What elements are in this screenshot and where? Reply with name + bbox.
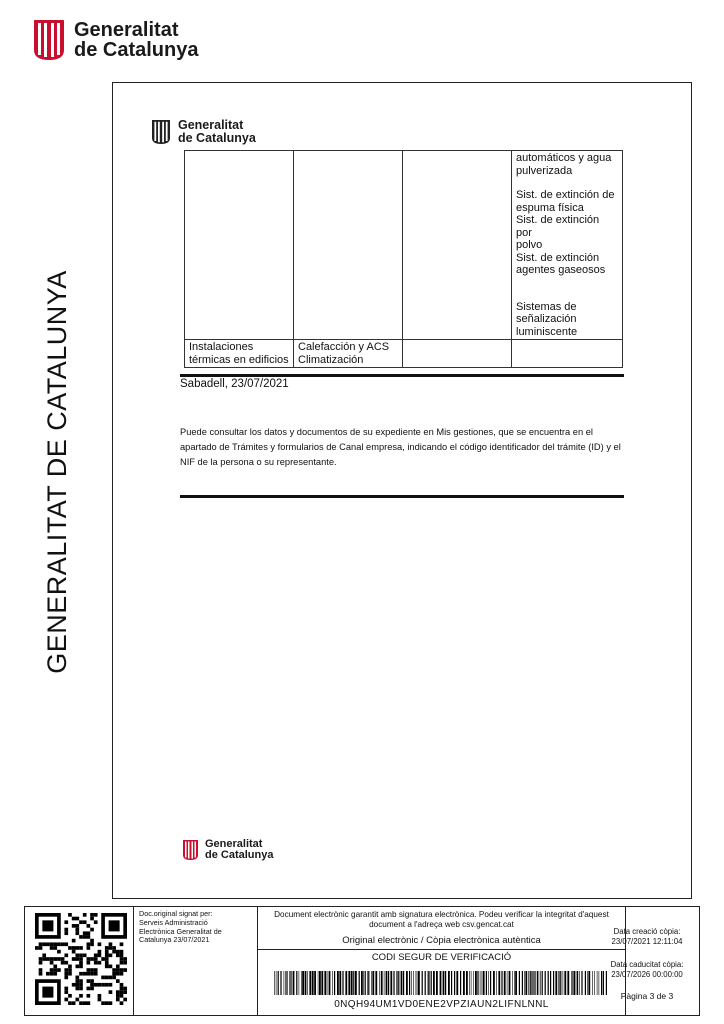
expiry-value: 23/07/2026 00:00:00 [611, 969, 683, 979]
senyera-emblem-icon [32, 20, 66, 60]
generalitat-logo [32, 20, 198, 60]
csv-code[interactable]: 0NQH94UM1VD0ENE2VPZIAUN2LIFNLNNL [334, 999, 549, 1010]
creation-value: 23/07/2021 12:11:04 [611, 936, 683, 946]
table-cell: Calefacción y ACS Climatización [294, 340, 403, 368]
bottom-generalitat-logo [182, 839, 273, 861]
vertical-watermark-text: GENERALITAT DE CATALUNYA [42, 270, 72, 674]
signer-info: Doc.original signat per: Serveis Administració Electrònica Generalitat de Catalunya 23/07/2021 [139, 909, 222, 945]
creation-label: Data creació còpia: [613, 927, 681, 936]
copy-dates [603, 907, 691, 1002]
page-number: Pàgina 3 de 3 [620, 991, 674, 1001]
table-cell [185, 151, 294, 340]
senyera-emblem-icon [150, 120, 172, 144]
logo-line-1: Generalitat [74, 19, 179, 41]
table-row [185, 151, 623, 340]
table-cell: automáticos y agua pulverizada Sist. de extinción de espuma física Sist. de extinción por polvo Sist. de extinción agentes gaseosos Sistemas de señalización luminiscente [512, 151, 623, 340]
divider [180, 495, 624, 498]
bottom-logo-line-2: de Catalunya [205, 849, 274, 861]
csv-header: CODI SEGUR DE VERIFICACIÓ [258, 949, 625, 963]
verification-footer [24, 906, 700, 1016]
verification-notice: Document electrònic garantit amb signatura electrònica. Podeu verificar la integritat d'aquest document a l'adreça web csv.gencat.cat [274, 910, 609, 929]
original-copy-label: Original electrònic / Còpia electrònica autèntica [342, 935, 541, 946]
senyera-emblem-icon [182, 840, 199, 860]
inner-generalitat-logo [150, 119, 256, 144]
bottom-logo-line-1: Generalitat [205, 838, 263, 850]
table-cell [403, 340, 512, 368]
installations-table [184, 150, 623, 368]
table-row [185, 340, 623, 368]
barcode-icon [274, 971, 607, 995]
consult-paragraph: Puede consultar los datos y documentos de su expediente en Mis gestiones, que se encuentra en el apartado de Trámites y formularios de Canal empresa, indicando el código identificador del trámite (ID) y el NIF de la persona o su representante. [180, 427, 621, 467]
date-line: Sabadell, 23/07/2021 [180, 378, 289, 390]
inner-logo-line-1: Generalitat [178, 118, 244, 132]
table-cell [512, 340, 623, 368]
table-cell [294, 151, 403, 340]
divider [180, 374, 624, 377]
inner-logo-line-2: de Catalunya [178, 130, 256, 145]
table-cell: Instalaciones térmicas en edificios [185, 340, 294, 368]
verification-center [258, 907, 626, 1015]
logo-line-2: de Catalunya [74, 39, 199, 61]
table-cell [403, 151, 512, 340]
qr-code-icon[interactable] [35, 913, 127, 1005]
expiry-label: Data caducitat còpia: [610, 960, 684, 969]
